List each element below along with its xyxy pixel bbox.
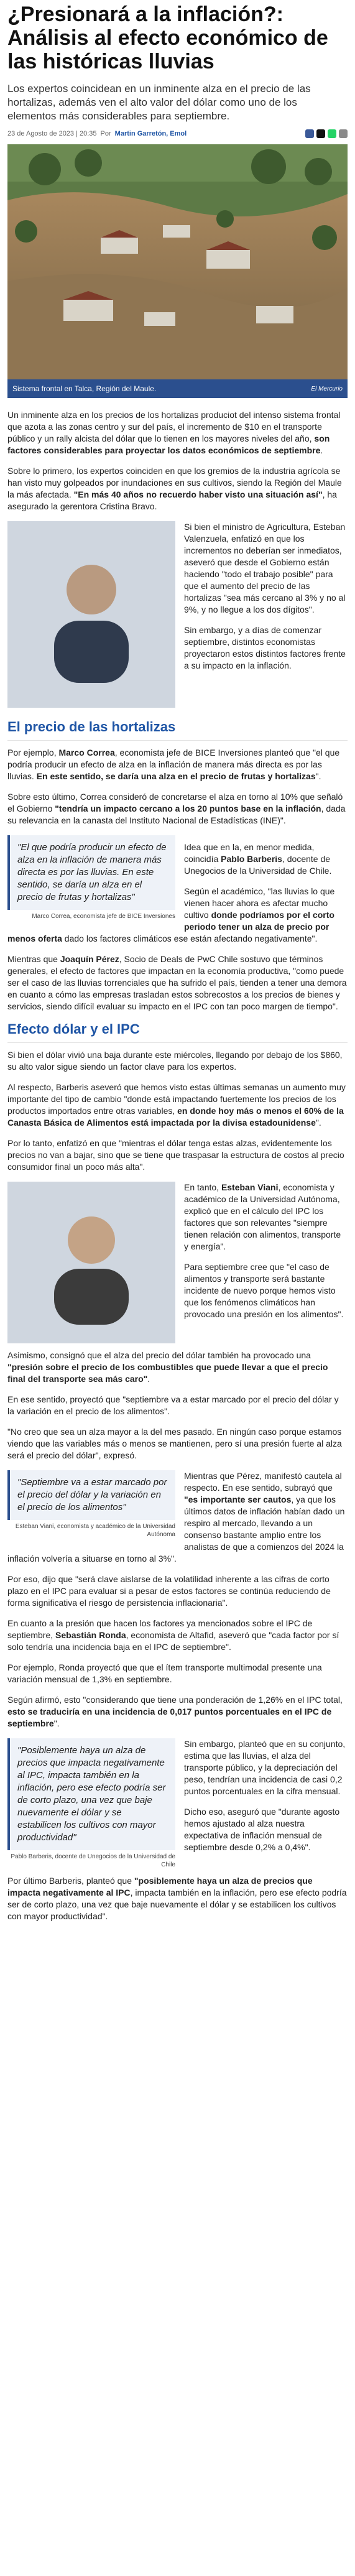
paragraph: En ese sentido, proyectó que "septiembre va a estar marcado por el precio del dólar y la variación en el precio de los alimentos".	[7, 1394, 339, 1416]
quote-text: "Septiembre va a estar marcado por el precio del dólar y la variación en el precio de los alimentos"	[7, 1470, 175, 1520]
text: , impacta también en la inflación, pero ese efecto podría ser de corto plazo, una vez que baje nuevamente el dólar y se estabilicen los cultivos con mayor productividad".	[7, 1888, 347, 1921]
text: Al respecto, Barberis aseveró que hemos visto estas últimas semanas un aumento muy importante del tipo de cambio "donde está impactando fuertemente los precios de los productos importados entre otras variables,	[7, 1082, 346, 1116]
person-icon	[35, 546, 147, 683]
text: Por último Barberis, planteó que	[7, 1876, 134, 1886]
paragraph: Según afirmó, esto "considerando que tiene una ponderación de 1,26% en el IPC total, esto se traduciría en una incidencia de 0,017 puntos porcentuales en el IPC de septiembre".	[7, 1695, 343, 1728]
paragraph: Para septiembre cree que "el caso de alimentos y transporte será bastante incidente de nuevo porque hemos visto que los fenómenos climáticos han provocado una presión en los alimentos".	[184, 1262, 344, 1319]
text: , docente de Unegocios de la Universidad de Chile.	[184, 854, 332, 876]
paragraph: Si bien el dólar vivió una baja durante este miércoles, llegando por debajo de los $860, su alto valor sigue siendo un factor clave para los expertos.	[7, 1050, 343, 1072]
pull-quote-2	[7, 1470, 175, 1539]
photo-caption	[7, 379, 348, 398]
text-bold: Esteban Viani	[221, 1182, 279, 1192]
paragraph	[7, 791, 348, 827]
paragraph: Por ejemplo, Marco Correa, economista jefe de BICE Inversiones planteó que "el que podría producir un efecto de alza en la inflación de manera más directa es por las lluvias. En este sentido, se daría una alza en el precio de frutas y hortalizas".	[7, 748, 340, 781]
section-heading-hortalizas: El precio de las hortalizas	[7, 719, 348, 741]
portrait-image-3	[7, 1182, 175, 1343]
pull-quote-3	[7, 1738, 175, 1869]
paragraph: Asimismo, consignó que el alza del precio del dólar también ha provocado una "presión sobre el precio de los combustibles que puede llevar a que el precio final del transporte sea más caro".	[7, 1350, 328, 1384]
text-bold: esto se traduciría en una incidencia de 0,017 puntos porcentuales en el IPC de septiembre	[7, 1707, 332, 1728]
share-buttons	[305, 129, 348, 138]
paragraph: "No creo que sea un alza mayor a la del mes pasado. En ningún caso porque estamos viendo que las variables más o menos se mantienen, pero sí una presión fuerte al alza será el precio del dólar", expresó.	[7, 1427, 342, 1460]
text: Sobre esto último, Correa consideró de concretarse el alza en torno al 10% que señaló el Gobierno	[7, 792, 343, 813]
quote-text: "Posiblemente haya un alza de precios que impacta negativamente al IPC, impacta también en la inflación, pero ese efecto podría ser de corto plazo, una vez que baje nuevamente el dólar y se estabilicen los cultivos con mayor productividad"	[7, 1738, 175, 1850]
article-dek: Los expertos coincidean en un inminente alza en el precio de las hortalizas, además ven el alto valor del dólar como uno de los elementos más considerables para septiembre.	[7, 83, 311, 122]
text-bold: "tendría un impacto cercano a los 20 puntos base en la inflación	[55, 804, 321, 813]
text-bold: Pablo Barberis	[221, 854, 282, 864]
text: Según afirmó, esto "considerando que tiene una ponderación de 1,26% en el IPC total,	[7, 1695, 343, 1705]
author-link[interactable]: Martin Garretón, Emol	[114, 130, 187, 137]
quote-source: Marco Correa, economista jefe de BICE Inversiones	[32, 913, 175, 920]
paragraph	[7, 465, 348, 512]
pull-quote-1	[7, 835, 175, 920]
text: Mientras que	[7, 954, 60, 964]
text-bold: "En más 40 años no recuerdo haber visto una situación así"	[73, 489, 323, 499]
text: Por ejemplo,	[7, 748, 59, 758]
article-date: 23 de Agosto de 2023 | 20:35	[7, 130, 97, 137]
byline	[7, 129, 348, 138]
text-bold: Marco Correa	[58, 748, 115, 758]
text: Idea que en la, en menor medida, coincidía	[184, 842, 315, 864]
facebook-icon[interactable]	[305, 129, 314, 138]
paragraph: Por ejemplo, Ronda proyectó que que el ítem transporte multimodal presente una variación mensual de 1,3% en septiembre.	[7, 1662, 322, 1684]
paragraph	[7, 1875, 348, 1922]
paragraph	[7, 953, 348, 1012]
quote-source: Esteban Viani, economista y académico de la Universidad Autónoma	[15, 1523, 175, 1538]
quote-text: "El que podría producir un efecto de alza en la inflación de manera más directa es por las lluvias. En este sentido, se daría un alza en el precio de frutas y hortalizas"	[7, 835, 175, 910]
text: , ha asegurado la gerentora Cristina Bravo.	[7, 489, 337, 511]
paragraph: Por eso, dijo que "será clave aislarse de la volatilidad inherente a las cifras de corto plazo en el IPC para evaluar si a pesar de estos factores se continúa reduciendo de forma significativa el riesgo de persistencia inflacionaria".	[7, 1574, 331, 1608]
text-bold: son factores considerables para proyectar los datos económicos de septiembre	[7, 433, 330, 455]
paragraph: Sin embargo, planteó que en su conjunto, estima que las lluvias, el alza del transporte público, y la depreciación del peso, tendrían una incidencia de casi 0,2 puntos porcentuales en la cifra mensual.	[184, 1739, 346, 1796]
text: , economista y académico de la Universidad Autónoma, explicó que en el cálculo del IPC los factores que son relevantes "siempre tienen relación con alimentos, transporte y energía".	[184, 1182, 341, 1251]
paragraph: Por lo tanto, enfatizó en que "mientras el dólar tenga estas alzas, evidentemente los precios no van a bajar, sino que se tiene que traspasar la estructura de costos al precio consumidor final un poco más alta".	[7, 1138, 344, 1172]
byline-by: Por	[100, 130, 111, 137]
article-title: ¿Presionará a la inflación?: Análisis al efecto económico de las históricas lluvias	[7, 2, 328, 73]
section-heading-dolar: Efecto dólar y el IPC	[7, 1021, 348, 1043]
whatsapp-icon[interactable]	[328, 129, 336, 138]
text: Un inminente alza en los precios de los hortalizas produciot del intenso sistema frontal que azota a las zonas centro y sur del país, el incremento de $10 en el transporte público y un rally alcista del dólar que lo tienen en los mayores niveles del año,	[7, 410, 341, 443]
x-icon[interactable]	[316, 129, 325, 138]
text: , dada su relevancia en la canasta del Instituto Nacional de Estadísticas (INE)".	[7, 804, 346, 825]
flood-photo	[7, 144, 348, 379]
text: Sobre lo primero, los expertos coinciden en que los gremios de la industria agrícola se han visto muy golpeados por inundaciones en sus cultivos, siendo la Región del Maule la más afectada.	[7, 466, 342, 499]
paragraph: Un inminente alza en los precios de los hortalizas produciot del intenso sistema frontal que azota a las zonas centro y sur del país, el incremento de $10 en el transporte público y un rally alcista del dólar que lo tienen en los mayores niveles del año, son factores considerables para proyectar los datos económicos de septiembre.	[7, 410, 341, 455]
quote-source: Pablo Barberis, docente de Unegocios de la Universidad de Chile	[11, 1853, 175, 1868]
portrait-image-1	[7, 521, 175, 708]
share-icon[interactable]	[339, 129, 348, 138]
flood-photo-image	[7, 144, 348, 379]
text: , economista jefe de BICE Inversiones planteó que "el que podría producir un efecto de alza en la inflación de manera más directa es por las lluvias.	[7, 748, 340, 781]
paragraph: Al respecto, Barberis aseveró que hemos visto estas últimas semanas un aumento muy importante del tipo de cambio "donde está impactando fuertemente los precios de los productos importados entre otras variables, en donde hoy más o menos el 60% de la Canasta Básica de Alimentos está impactada por la divisa estadounidense".	[7, 1082, 346, 1128]
text-bold: Joaquín Pérez	[60, 954, 119, 964]
text-bold: "presión sobre el precio de los combustibles que puede llevar a que el precio final del transporte sea más caro"	[7, 1362, 328, 1384]
text: , economista de Altafid, aseveró que "cada factor por sí solo tendría una incidencia baja en el IPC de septiembre".	[7, 1630, 339, 1652]
text: En cuanto a la presión que hacen los factores ya mencionados sobre el IPC de septiembre,	[7, 1618, 313, 1640]
photo-credit: El Mercurio	[311, 385, 343, 392]
person-icon	[35, 1200, 147, 1325]
text: , Socio de Deals de PwC Chile sostuvo que términos generales, el efecto de factores que impactan en la economía productiva, "como puede ser el caso de las lluvias torrenciales que ha sufrido el país, tienden a tener una demora en cuanto a cómo las empresas trasladan estos sobrecostos a los precios de bienes y servicios, siendo difícil evaluar su impacto en el IPC con tan poco margen de tiempo".	[7, 954, 347, 1011]
text-bold: donde podríamos por el corto periodo tener un alza de precio por menos oferta	[7, 910, 334, 943]
text: Mientras que Pérez, manifestó cautela al respecto. En ese sentido, subrayó que	[184, 1471, 342, 1493]
text-bold: en donde hoy más o menos el 60% de la Canasta Básica de Alimentos está impactada por la divisa estadounidense	[7, 1106, 344, 1128]
text: , ya que los últimos datos de inflación habían dado un respiro al mercado, llevando a un consenso bastante amplio entre los analistas de que a comienzos del 2024 la inflación volvería a situarse en torno al 3%".	[7, 1494, 345, 1564]
text-bold: En este sentido, se daría una alza en el precio de frutas y hortalizas	[36, 771, 316, 781]
text-bold: "posiblemente haya un alza de precios que impacta negativamente al IPC	[7, 1876, 313, 1897]
text-bold: "es importante ser cautos	[184, 1494, 292, 1504]
text: En tanto,	[184, 1182, 221, 1192]
paragraph: Si bien el ministro de Agricultura, Esteban Valenzuela, enfatizó en que los incrementos no deberían ser inmediatos, aseveró que desde el Gobierno están haciendo "todo el trabajo posible" para que el aumento del precio de las hortalizas "sea más cercano al 3% y no al 9%, y no llegue a los dos dígitos".	[184, 522, 346, 614]
text: Asimismo, consignó que el alza del precio del dólar también ha provocado una	[7, 1350, 311, 1360]
paragraph: Sin embargo, y a días de comenzar septiembre, distintos economistas proyectaron estos distintos factores frente a su impacto en la inflación.	[184, 625, 346, 670]
text: dado los factores climáticos ese están afectando negativamente".	[62, 934, 318, 943]
paragraph	[7, 1618, 348, 1653]
text: Según el académico, "las lluvias lo que vienen hacer ahora es afectar mucho cultivo	[184, 886, 335, 920]
caption-text: Sistema frontal en Talca, Región del Maule.	[12, 384, 157, 393]
paragraph: Dicho eso, aseguró que "durante agosto hemos ajustado al alza nuestra expectativa de inflación mensual de septiembre desde 0,2% a 0,4%".	[184, 1807, 340, 1852]
text-bold: Sebastián Ronda	[55, 1630, 126, 1640]
